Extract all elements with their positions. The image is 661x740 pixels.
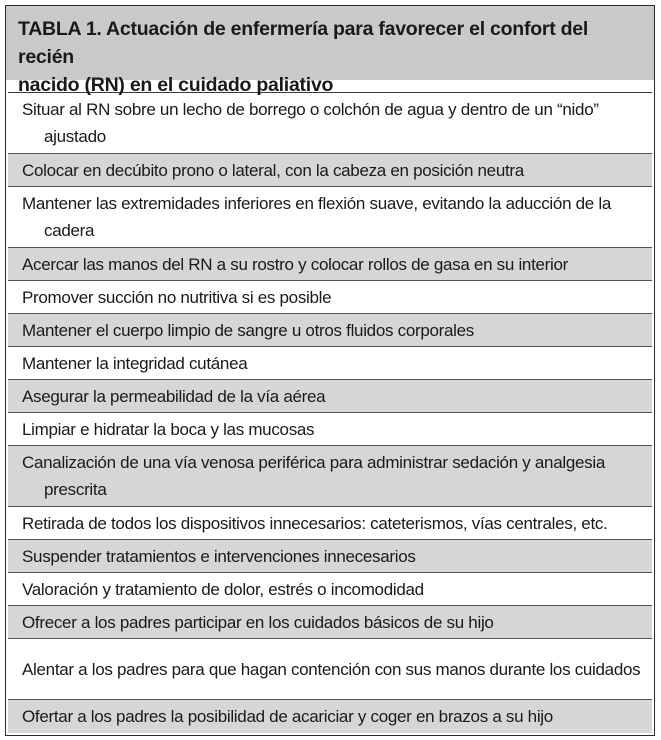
- table-row: [8, 700, 652, 733]
- table-row: [8, 606, 652, 639]
- row-text: Asegurar la permeabilidad de la vía aérea: [22, 386, 326, 406]
- table-row: [8, 507, 652, 540]
- row-text: Ofrecer a los padres participar en los cuidados básicos de su hijo: [22, 612, 494, 632]
- row-text: Ofertar a los padres la posibilidad de acariciar y coger en brazos a su hijo: [22, 707, 553, 726]
- table-title: [6, 6, 654, 96]
- table-row: [8, 248, 652, 281]
- table-row: [8, 639, 652, 700]
- table-row: [8, 93, 652, 154]
- row-text: Alentar a los padres para que hagan contención con sus manos durante los cuidados: [22, 659, 641, 679]
- row-text: Limpiar e hidratar la boca y las mucosas: [22, 419, 315, 439]
- table-row: [8, 314, 652, 347]
- table-row: [8, 347, 652, 380]
- table-body: [8, 92, 652, 733]
- table-row: [8, 281, 652, 314]
- table-1: [5, 5, 655, 736]
- row-text: Mantener el cuerpo limpio de sangre u otros fluidos corporales: [22, 320, 474, 340]
- row-text: Acercar las manos del RN a su rostro y colocar rollos de gasa en su interior: [22, 254, 569, 274]
- row-text: Promover succión no nutritiva si es posible: [22, 287, 332, 307]
- table-title-line-1: TABLA 1. Actuación de enfermería para favorecer el confort del recién: [18, 18, 589, 68]
- table-row: [8, 380, 652, 413]
- table-row: [8, 446, 652, 507]
- table-title-line-2: nacido (RN) en el cuidado paliativo: [18, 74, 334, 96]
- table-row: [8, 573, 652, 606]
- row-text: Situar al RN sobre un lecho de borrego o colchón de agua y dentro de un “nido” ajustado: [22, 100, 599, 146]
- table-row: [8, 187, 652, 248]
- table-row: [8, 154, 652, 187]
- row-text: Canalización de una vía venosa periférica para administrar sedación y analgesia prescrita: [22, 453, 605, 499]
- row-text: Valoración y tratamiento de dolor, estrés o incomodidad: [22, 579, 424, 599]
- row-text: Colocar en decúbito prono o lateral, con la cabeza en posición neutra: [22, 160, 524, 180]
- row-text: Retirada de todos los dispositivos innecesarios: cateterismos, vías centrales, etc.: [22, 513, 608, 533]
- table-row: [8, 540, 652, 573]
- row-text: Mantener la integridad cutánea: [22, 353, 248, 373]
- row-text: Mantener las extremidades inferiores en flexión suave, evitando la aducción de la cadera: [22, 194, 612, 240]
- table-row: [8, 413, 652, 446]
- row-text: Suspender tratamientos e intervenciones innecesarios: [22, 546, 416, 566]
